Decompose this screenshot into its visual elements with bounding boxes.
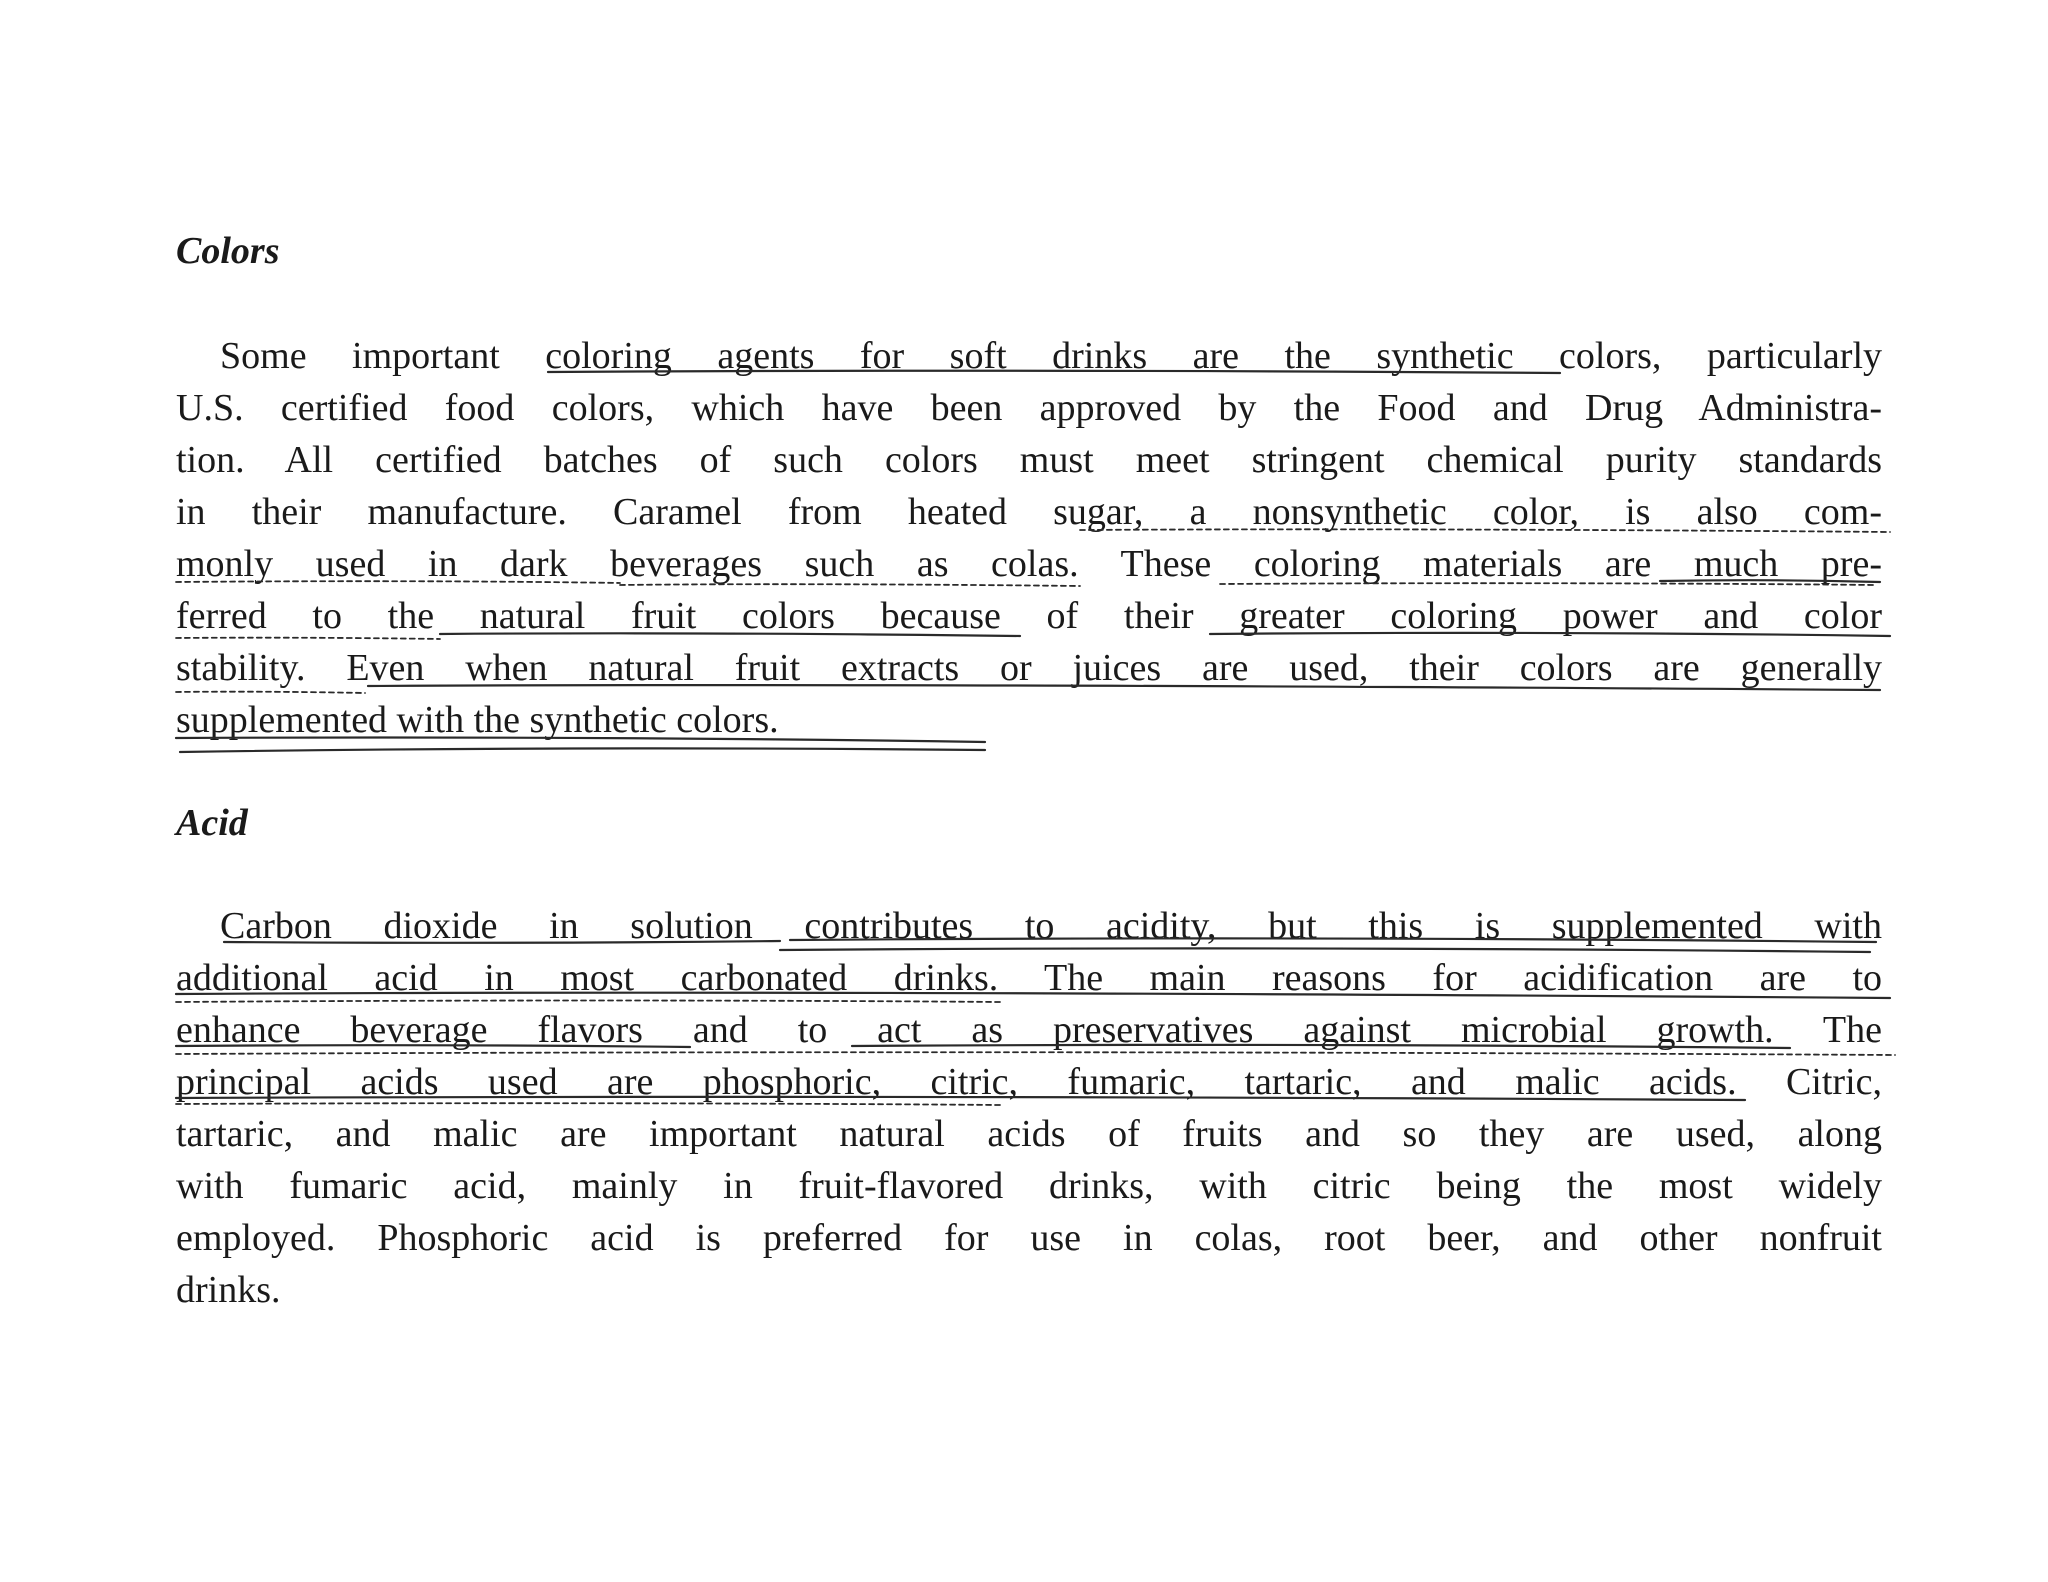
- colors-paragraph: [176, 330, 1882, 746]
- paragraph-line: with fumaric acid, mainly in fruit-flavored drinks, with citric being the most widely: [176, 1165, 1882, 1207]
- paragraph-line: U.S. certified food colors, which have been approved by the Food and Drug Administra-: [176, 387, 1882, 429]
- paragraph-line: tion. All certified batches of such colors must meet stringent chemical purity standards: [176, 439, 1882, 481]
- paragraph-line: monly used in dark beverages such as colas. These coloring materials are much pre-: [176, 543, 1882, 585]
- section-heading-colors: Colors: [176, 230, 280, 272]
- acid-paragraph: [176, 900, 1882, 1316]
- paragraph-line: ferred to the natural fruit colors because of their greater coloring power and color: [176, 595, 1882, 637]
- paragraph-line: Carbon dioxide in solution contributes to acidity, but this is supplemented with: [220, 905, 1882, 947]
- underline-mark: [180, 748, 985, 752]
- paragraph-line: enhance beverage flavors and to act as preservatives against microbial growth. The: [176, 1009, 1882, 1051]
- paragraph-line: supplemented with the synthetic colors.: [176, 699, 779, 741]
- paragraph-line: principal acids used are phosphoric, citric, fumaric, tartaric, and malic acids. Citric,: [176, 1061, 1882, 1103]
- paragraph-line: drinks.: [176, 1269, 281, 1311]
- section-heading-acid: Acid: [176, 802, 248, 844]
- paragraph-line: additional acid in most carbonated drinks. The main reasons for acidification are to: [176, 957, 1882, 999]
- paragraph-line: tartaric, and malic are important natural acids of fruits and so they are used, along: [176, 1113, 1882, 1155]
- paragraph-line: stability. Even when natural fruit extracts or juices are used, their colors are generally: [176, 647, 1882, 689]
- paragraph-line: in their manufacture. Caramel from heated sugar, a nonsynthetic color, is also com-: [176, 491, 1882, 533]
- paragraph-line: employed. Phosphoric acid is preferred for use in colas, root beer, and other nonfruit: [176, 1217, 1882, 1259]
- paragraph-line: Some important coloring agents for soft drinks are the synthetic colors, particularly: [220, 335, 1882, 377]
